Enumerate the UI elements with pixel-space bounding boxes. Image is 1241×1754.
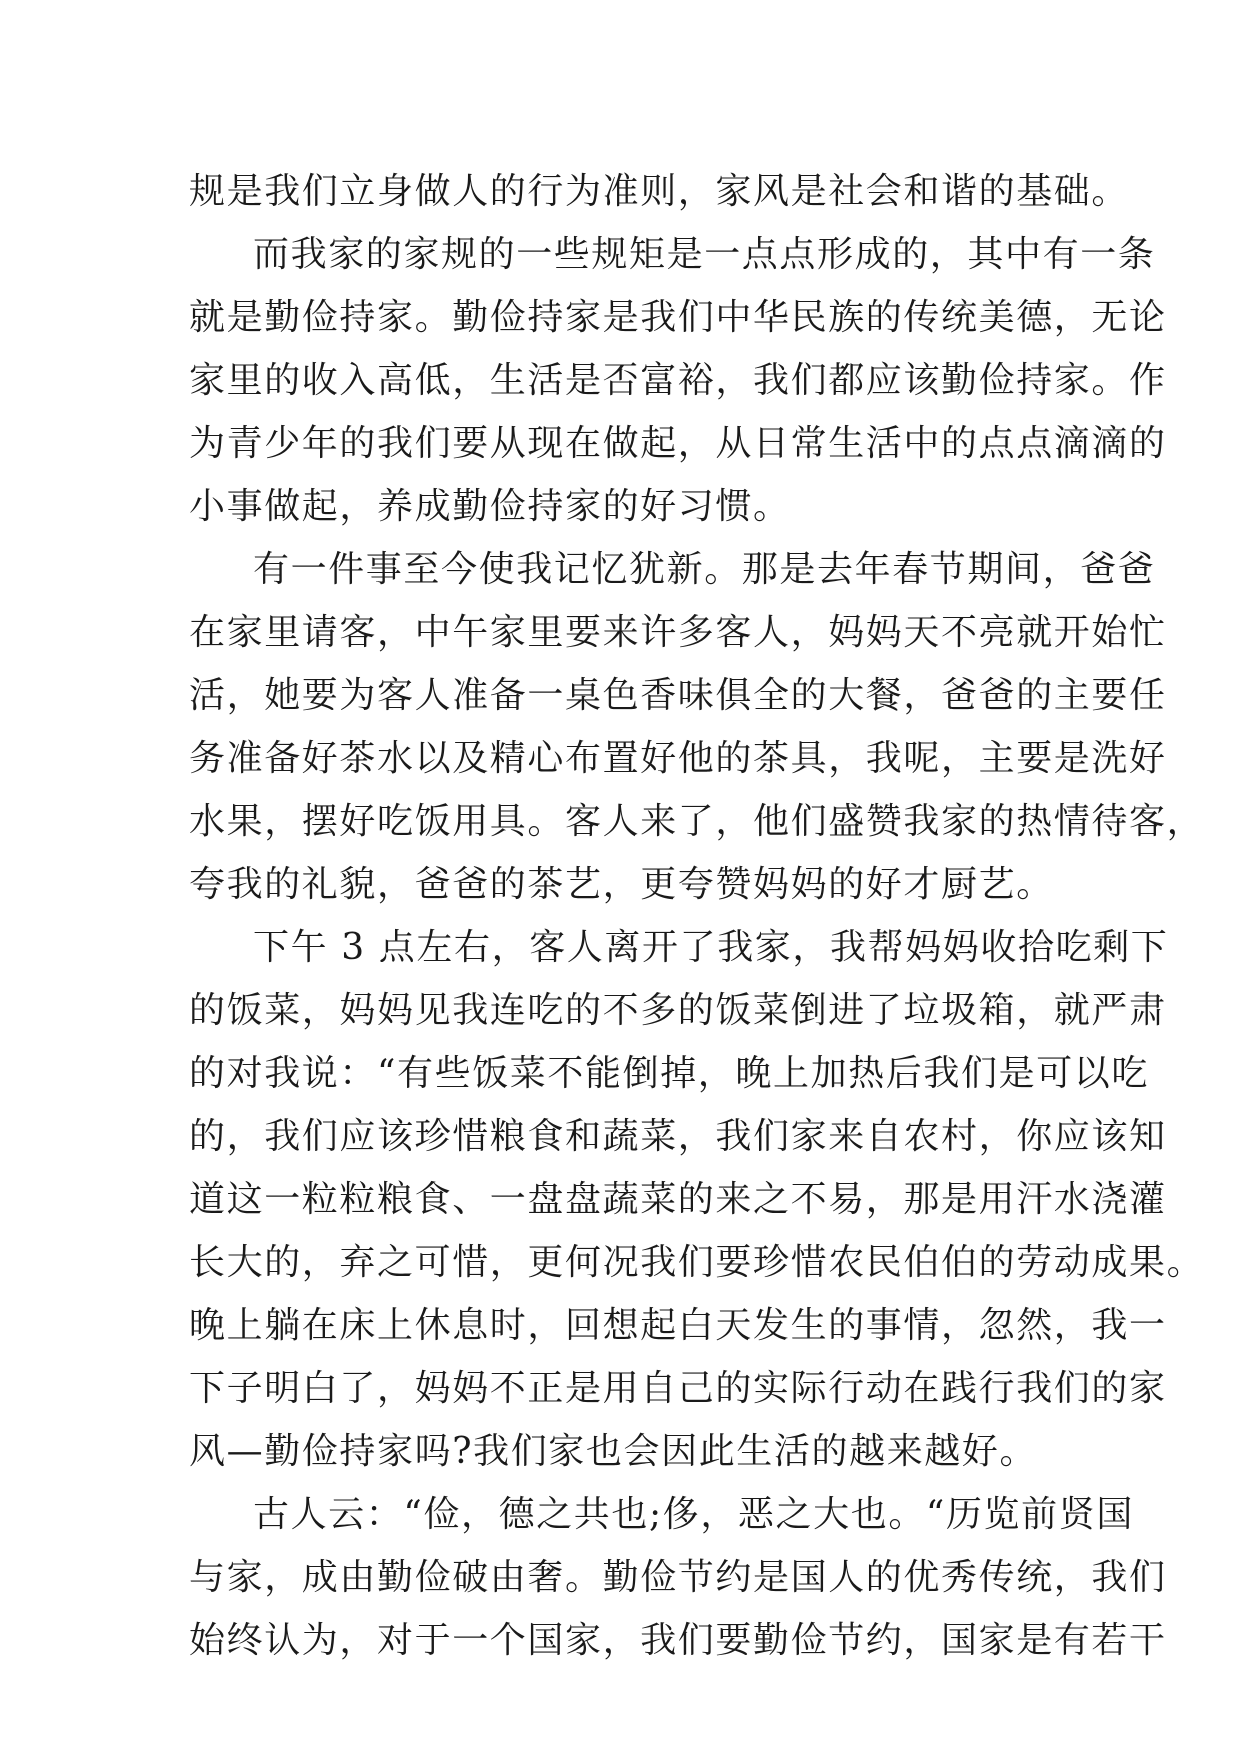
- text-line: 长大的，弃之可惜，更何况我们要珍惜农民伯伯的劳动成果。: [189, 1242, 1205, 1283]
- text-line: 风—勤俭持家吗?我们家也会因此生活的越来越好。: [189, 1431, 1038, 1472]
- text-line: 的饭菜，妈妈见我连吃的不多的饭菜倒进了垃圾箱，就严肃: [189, 990, 1167, 1031]
- text-line: 道这一粒粒粮食、一盘盘蔬菜的来之不易，那是用汗水浇灌: [189, 1179, 1167, 1220]
- text-line: 家里的收入高低，生活是否富裕，我们都应该勤俭持家。作: [189, 360, 1167, 401]
- text-line: 为青少年的我们要从现在做起，从日常生活中的点点滴滴的: [189, 423, 1167, 464]
- text-line: 古人云：“俭，德之共也;侈，恶之大也。“历览前贤国: [253, 1494, 1134, 1535]
- text-line: 而我家的家规的一些规矩是一点点形成的，其中有一条: [253, 234, 1156, 275]
- text-line: 务准备好茶水以及精心布置好他的茶具，我呢，主要是洗好: [189, 738, 1167, 779]
- text-line: 的对我说：“有些饭菜不能倒掉，晚上加热后我们是可以吃: [189, 1053, 1150, 1094]
- text-line: 水果，摆好吃饭用具。客人来了，他们盛赞我家的热情待客，: [189, 801, 1205, 842]
- document-body: [189, 160, 1205, 1672]
- text-line: 下午 3 点左右，客人离开了我家，我帮妈妈收拾吃剩下: [253, 927, 1169, 968]
- text-line: 始终认为，对于一个国家，我们要勤俭节约，国家是有若干: [189, 1620, 1167, 1661]
- text-line: 活，她要为客人准备一桌色香味俱全的大餐，爸爸的主要任: [189, 675, 1167, 716]
- text-line: 就是勤俭持家。勤俭持家是我们中华民族的传统美德，无论: [189, 297, 1167, 338]
- text-line: 规是我们立身做人的行为准则，家风是社会和谐的基础。: [189, 171, 1130, 212]
- text-line: 夸我的礼貌，爸爸的茶艺，更夸赞妈妈的好才厨艺。: [189, 864, 1054, 905]
- text-line: 有一件事至今使我记忆犹新。那是去年春节期间，爸爸: [253, 549, 1156, 590]
- text-line: 下子明白了，妈妈不正是用自己的实际行动在践行我们的家: [189, 1368, 1167, 1409]
- text-line: 小事做起，养成勤俭持家的好习惯。: [189, 486, 791, 527]
- text-line: 在家里请客，中午家里要来许多客人，妈妈天不亮就开始忙: [189, 612, 1167, 653]
- text-line: 的，我们应该珍惜粮食和蔬菜，我们家来自农村，你应该知: [189, 1116, 1167, 1157]
- text-line: 与家，成由勤俭破由奢。勤俭节约是国人的优秀传统，我们: [189, 1557, 1167, 1598]
- text-line: 晚上躺在床上休息时，回想起白天发生的事情，忽然，我一: [189, 1305, 1167, 1346]
